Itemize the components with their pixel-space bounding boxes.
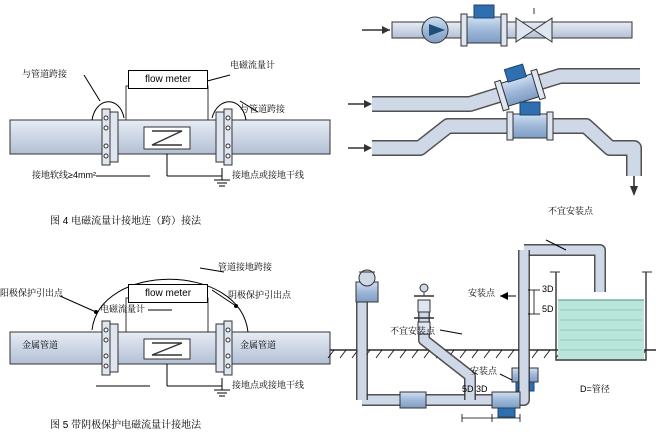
fig5-caption: 图 5 带阴极保护电磁流量计接地法 [50, 420, 202, 431]
label-install-point-2: 安装点 [470, 366, 498, 376]
label-pipe-diameter: D=管径 [580, 384, 610, 394]
fig5-label-anode: 阳极保护引出点 [0, 288, 64, 298]
fig-top-right-art [348, 5, 640, 196]
fig5-label-metal-pipe-left: 金属管道 [22, 340, 59, 350]
label-dim-5d: 5D [542, 304, 554, 314]
fig4-flow-meter-box: flow meter [128, 70, 208, 89]
fig4-label-left-bridge: 与管道跨接 [22, 69, 68, 79]
label-bad-install-mid: 不宜安装点 [390, 326, 436, 336]
label-dim-3d: 3D [542, 284, 554, 294]
fig4-label-right-bridge: 与管道跨接 [240, 104, 286, 114]
label-install-point-1: 安装点 [468, 288, 496, 298]
fig5-label-cathode: 阴极保护引出点 [228, 290, 292, 300]
fig5-label-meter-name: 电磁流量计 [100, 304, 146, 314]
fig5-label-metal-pipe-right: 金属管道 [240, 340, 277, 350]
fig5-flow-meter-box: flow meter [128, 284, 208, 303]
label-dim-5d-3d: 5D 3D [462, 384, 488, 394]
fig4-caption: 图 4 电磁流量计接地连（跨）接法 [50, 216, 202, 227]
label-bad-install-top: 不宜安装点 [548, 206, 594, 216]
fig4-label-meter-name: 电磁流量计 [230, 60, 276, 70]
fig4-label-ground-wire: 接地软线≥4mm² [32, 170, 96, 180]
fig5-label-pipe-ground-bridge: 管道接地跨接 [218, 262, 273, 272]
fig4-label-ground-point: 接地点或接地干线 [232, 170, 305, 180]
fig5-label-ground-point: 接地点或接地干线 [232, 380, 305, 390]
